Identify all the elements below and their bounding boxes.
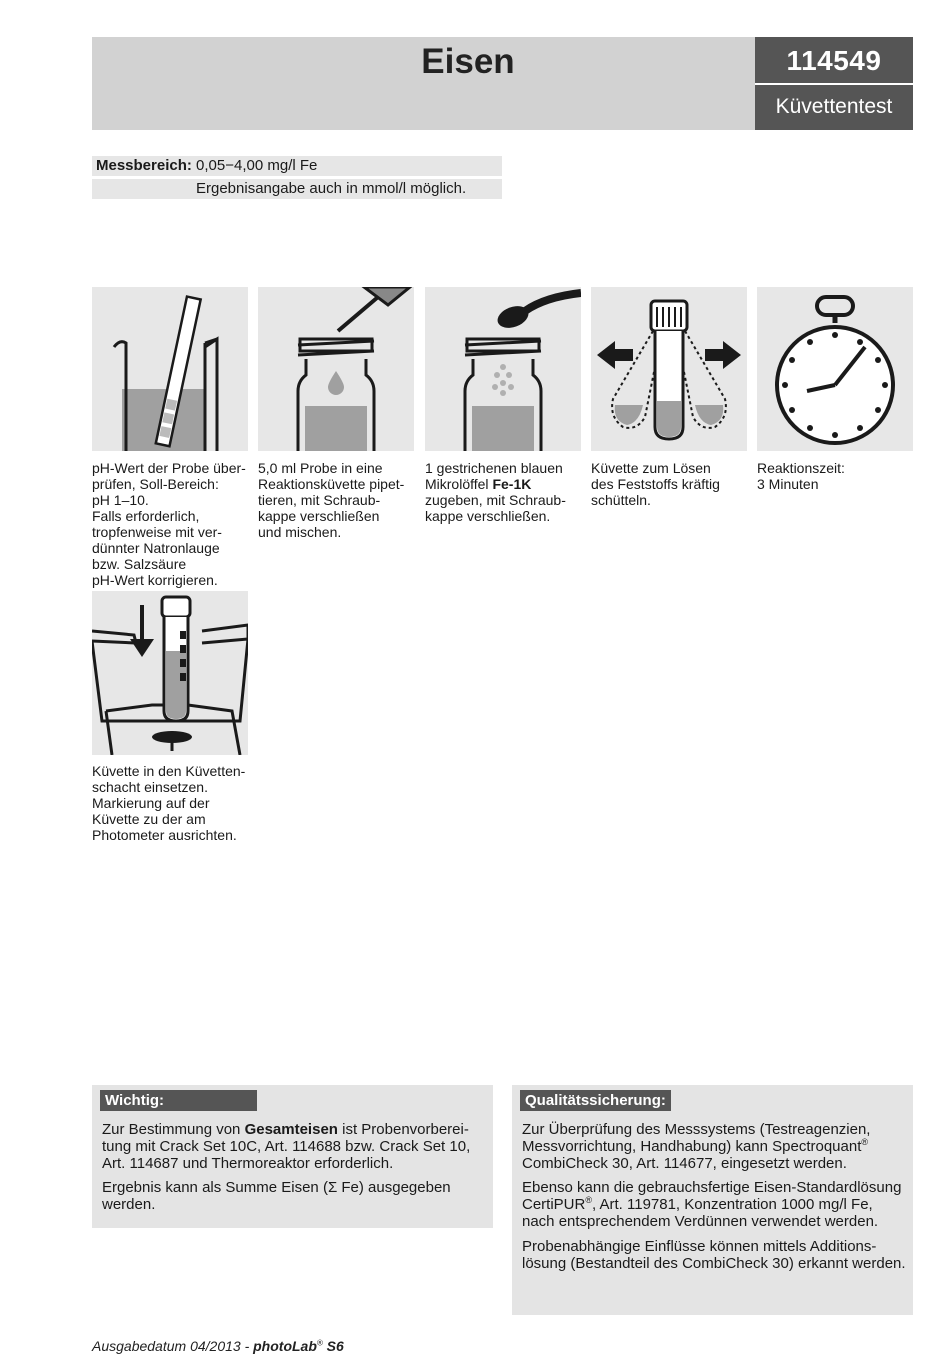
measuring-range-label: Messbereich:	[96, 157, 192, 174]
important-paragraph-1: Zur Bestimmung von Gesamteisen ist Probenvorberei- tung mit Crack Set 10C, Art. 114688 bzw. Crack Set 10, Art. 114687 und Thermoreaktor erforderlich.	[102, 1121, 471, 1172]
pipette-cuvette-icon	[258, 287, 414, 451]
important-heading: Wichtig:	[100, 1090, 257, 1111]
step-2-text: 5,0 ml Probe in eine Reaktionsküvette pipet- tieren, mit Schraub- kappe verschließen und mischen.	[258, 460, 405, 540]
step-5-text: Reaktionszeit: 3 Minuten	[757, 460, 845, 492]
step-6-illustration	[92, 591, 248, 755]
test-type-label: Küvettentest	[755, 85, 913, 130]
step-1-text: pH-Wert der Probe über- prüfen, Soll-Bereich: pH 1–10. Falls erforderlich, tropfenweise mit ver- dünnter Natronlauge bzw. Salzsäure pH-Wert korrigieren.	[92, 460, 246, 588]
footer: Ausgabedatum 04/2013 - photoLab® S6	[92, 1338, 344, 1354]
step-1-illustration	[92, 287, 248, 451]
step-5-illustration	[757, 287, 913, 451]
step-6-text: Küvette in den Küvetten- schacht einsetzen. Markierung auf der Küvette zu der am Photometer ausrichten.	[92, 763, 246, 843]
quality-paragraph-2: Ebenso kann die gebrauchsfertige Eisen-Standardlösung CertiPUR®, Art. 119781, Konzentration 1000 mg/l Fe, nach entsprechendem Verdünnen verwendet werden.	[522, 1179, 902, 1230]
measuring-range-row	[92, 156, 502, 176]
step-3-illustration	[425, 287, 581, 451]
step-2-illustration	[258, 287, 414, 451]
step-4-text: Küvette zum Lösen des Feststoffs kräftig schütteln.	[591, 460, 720, 508]
quality-heading: Qualitätssicherung:	[520, 1090, 671, 1111]
quality-paragraph-3: Probenabhängige Einflüsse können mittels Additions- lösung (Bestandteil des CombiCheck 30) erkannt werden.	[522, 1238, 906, 1272]
microspoon-reagent-icon	[425, 287, 581, 451]
shake-cuvette-icon	[591, 287, 747, 451]
reagent-name: Fe-1K	[492, 476, 532, 492]
beaker-ph-strip-icon	[92, 287, 248, 451]
quality-box	[512, 1085, 913, 1315]
measuring-range-note: Ergebnisangabe auch in mmol/l möglich.	[92, 179, 502, 199]
quality-paragraph-1: Zur Überprüfung des Messsystems (Testreagenzien, Messvorrichtung, Handhabung) kann Spectroquant® CombiCheck 30, Art. 114677, eingesetzt werden.	[522, 1121, 871, 1172]
article-number: 114549	[755, 37, 913, 83]
important-box	[92, 1085, 493, 1228]
page-title: Eisen	[421, 42, 515, 81]
stopwatch-icon	[757, 287, 913, 451]
step-3-text: 1 gestrichenen blauen Mikrolöffel Fe-1K zugeben, mit Schraub- kappe verschließen.	[425, 460, 566, 524]
step-4-illustration	[591, 287, 747, 451]
measuring-range-value: 0,05−4,00 mg/l Fe	[196, 157, 318, 174]
insert-cuvette-icon	[92, 591, 248, 755]
important-paragraph-2: Ergebnis kann als Summe Eisen (Σ Fe) ausgegeben werden.	[102, 1179, 451, 1213]
